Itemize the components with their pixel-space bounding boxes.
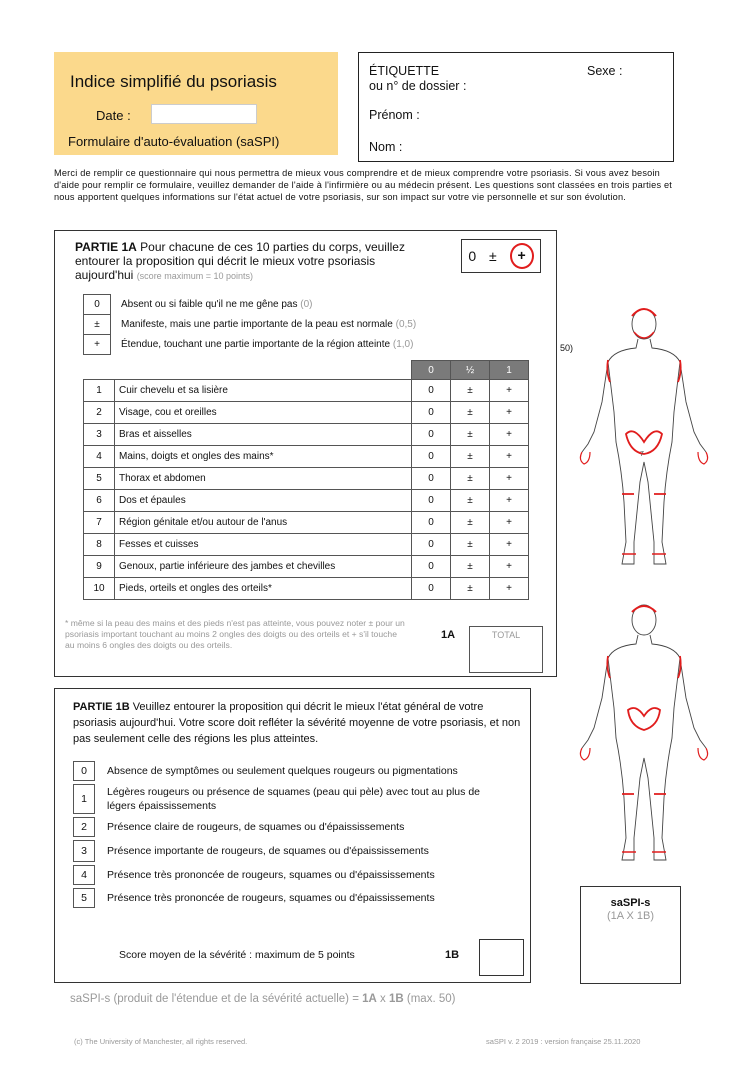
region-choice-half[interactable]: ± <box>451 578 490 600</box>
region-choice-1[interactable]: + <box>490 468 529 490</box>
svg-text:7: 7 <box>640 451 644 458</box>
region-choice-1[interactable]: + <box>490 556 529 578</box>
col-header-half: ½ <box>451 361 490 380</box>
severity-symbol: ± <box>84 315 111 335</box>
region-choice-half[interactable]: ± <box>451 512 490 534</box>
body-region-row <box>84 380 529 402</box>
body-region-table <box>83 360 529 600</box>
example-zero: 0 <box>468 248 477 264</box>
score-1b-field[interactable] <box>479 939 524 976</box>
example-plusminus: ± <box>489 248 497 264</box>
patient-label-box[interactable] <box>358 52 674 162</box>
formula-x: x <box>380 993 386 1005</box>
region-choice-half[interactable]: ± <box>451 556 490 578</box>
score-tag-1a: 1A <box>441 629 456 641</box>
severity-option-1[interactable] <box>73 784 513 814</box>
region-number: 4 <box>84 446 115 468</box>
severity-value: (1,0) <box>392 339 414 350</box>
region-name: Mains, doigts et ongles des mains* <box>115 446 412 468</box>
severity-option-0[interactable] <box>73 761 513 781</box>
body-region-row <box>84 534 529 556</box>
part-1a-heading: PARTIE 1A <box>75 240 137 254</box>
severity-row-0 <box>84 295 418 315</box>
col-header-0: 0 <box>412 361 451 380</box>
part-1b <box>54 688 531 983</box>
body-region-row <box>84 556 529 578</box>
form-title: Indice simplifié du psoriasis <box>70 72 277 91</box>
region-name: Dos et épaules <box>115 490 412 512</box>
formula-text: saSPI-s (produit de l'étendue et de la sévérité actuelle) <box>70 993 349 1005</box>
mean-score-label: Score moyen de la sévérité : maximum de 5 points <box>119 949 355 961</box>
option-number[interactable]: 5 <box>73 888 95 908</box>
body-region-row <box>84 468 529 490</box>
part-1a-instructions <box>75 240 405 283</box>
option-number[interactable]: 2 <box>73 817 95 837</box>
total-label: TOTAL <box>491 630 521 640</box>
region-name: Cuir chevelu et sa lisière <box>115 380 412 402</box>
nom-label: Nom : <box>369 140 403 154</box>
option-text: Présence très prononcée de rougeurs, squames ou d'épaississements <box>107 892 435 904</box>
part-1a-score-max: (score maximum = 10 points) <box>136 271 253 281</box>
formula-1a: 1A <box>362 993 377 1005</box>
body-region-row <box>84 490 529 512</box>
region-number: 2 <box>84 402 115 424</box>
option-number[interactable]: 0 <box>73 761 95 781</box>
region-choice-1[interactable]: + <box>490 380 529 402</box>
body-region-row <box>84 424 529 446</box>
region-number: 1 <box>84 380 115 402</box>
etiquette-label: ÉTIQUETTE <box>369 64 440 78</box>
option-number[interactable]: 4 <box>73 865 95 885</box>
footer-copyright: (c) The University of Manchester, all rights reserved. <box>74 1037 248 1046</box>
body-region-row <box>84 512 529 534</box>
part-1a-footnote: * même si la peau des mains et des pieds n'est pas atteinte, vous pouvez noter ± pour un psoriasis important touchant au moins 2 ongles des doigts ou des orteils et + s'il touche au moins 6 ongles des doigts ou des orteils. <box>65 618 405 650</box>
total-box[interactable] <box>469 626 543 673</box>
body-figure-back <box>574 598 714 870</box>
region-number: 9 <box>84 556 115 578</box>
option-text: Absence de symptômes ou seulement quelques rougeurs ou pigmentations <box>107 765 458 777</box>
region-choice-0[interactable]: 0 <box>412 468 451 490</box>
severity-option-4[interactable] <box>73 865 513 885</box>
dossier-label: ou n° de dossier : <box>369 79 467 93</box>
formula-1b: 1B <box>388 993 404 1005</box>
prenom-label: Prénom : <box>369 108 420 122</box>
body-figure-front <box>574 302 714 574</box>
severity-row-1 <box>84 315 418 335</box>
region-choice-half[interactable]: ± <box>451 424 490 446</box>
option-number[interactable]: 3 <box>73 840 95 862</box>
severity-option-2[interactable] <box>73 817 513 837</box>
region-choice-0[interactable]: 0 <box>412 512 451 534</box>
region-name: Visage, cou et oreilles <box>115 402 412 424</box>
region-choice-1[interactable]: + <box>490 402 529 424</box>
side-note: 50) <box>560 343 574 353</box>
region-choice-0[interactable]: 0 <box>412 534 451 556</box>
region-name: Thorax et abdomen <box>115 468 412 490</box>
part-1a-instruction: Pour chacune de ces 10 parties du corps, veuillez entourer la proposition qui décrit le mieux votre psoriasis aujourd'hui <box>75 240 405 282</box>
region-choice-0[interactable]: 0 <box>412 380 451 402</box>
region-choice-half[interactable]: ± <box>451 446 490 468</box>
sexe-label: Sexe : <box>587 64 623 78</box>
region-choice-half[interactable]: ± <box>451 380 490 402</box>
region-choice-1[interactable]: + <box>490 424 529 446</box>
region-name: Pieds, orteils et ongles des orteils* <box>115 578 412 600</box>
region-number: 5 <box>84 468 115 490</box>
region-number: 8 <box>84 534 115 556</box>
region-name: Région génitale et/ou autour de l'anus <box>115 512 412 534</box>
region-name: Fesses et cuisses <box>115 534 412 556</box>
region-choice-half[interactable]: ± <box>451 534 490 556</box>
date-label: Date : <box>96 108 131 123</box>
saspi-s-title: saSPI-s <box>610 897 651 909</box>
option-text: Présence claire de rougeurs, de squames ou d'épaississements <box>107 821 405 833</box>
region-number: 7 <box>84 512 115 534</box>
saspi-s-box[interactable] <box>580 886 681 984</box>
region-choice-1[interactable]: + <box>490 512 529 534</box>
part-1b-instruction: Veuillez entourer la proposition qui décrit le mieux l'état général de votre psoriasis aujourd'hui. Votre score doit refléter la sévérité moyenne de votre psoriasis, et non pas seulement celle des régions les plus atteintes. <box>73 701 521 745</box>
severity-text: Absent ou si faible qu'il ne me gêne pas <box>121 299 298 310</box>
severity-option-3[interactable] <box>73 840 513 862</box>
region-choice-1[interactable]: + <box>490 446 529 468</box>
severity-option-5[interactable] <box>73 888 513 908</box>
region-choice-0[interactable]: 0 <box>412 402 451 424</box>
example-box <box>461 239 541 273</box>
formula-eq: = <box>352 993 359 1005</box>
formula-max: (max. 50) <box>406 993 456 1005</box>
body-region-row <box>84 446 529 468</box>
region-number: 3 <box>84 424 115 446</box>
region-choice-1[interactable]: + <box>490 534 529 556</box>
form-subtitle: Formulaire d'auto-évaluation (saSPI) <box>68 134 280 149</box>
region-choice-0[interactable]: 0 <box>412 490 451 512</box>
severity-text: Étendue, touchant une partie importante de la région atteinte <box>121 339 391 350</box>
region-number: 10 <box>84 578 115 600</box>
severity-row-2 <box>84 335 418 355</box>
option-text: Présence importante de rougeurs, de squames ou d'épaississements <box>107 845 429 857</box>
body-region-row <box>84 578 529 600</box>
severity-text: Manifeste, mais une partie importante de la peau est normale <box>121 319 393 330</box>
option-text: Présence très prononcée de rougeurs, squames ou d'épaississements <box>107 869 435 881</box>
severity-symbol: + <box>84 335 111 355</box>
score-tag-1b: 1B <box>445 949 460 961</box>
severity-legend <box>83 294 418 355</box>
saspi-s-formula: (1A X 1B) <box>606 910 655 922</box>
col-header-1: 1 <box>490 361 529 380</box>
region-choice-0[interactable]: 0 <box>412 578 451 600</box>
region-choice-1[interactable]: + <box>490 578 529 600</box>
severity-value: (0) <box>300 299 313 310</box>
body-region-row <box>84 402 529 424</box>
option-number[interactable]: 1 <box>73 784 95 814</box>
footer-version: saSPI v. 2 2019 : version française 25.11.2020 <box>486 1037 641 1046</box>
date-field[interactable] <box>151 104 257 124</box>
region-choice-half[interactable]: ± <box>451 402 490 424</box>
part-1b-heading: PARTIE 1B <box>73 701 130 713</box>
title-box <box>54 52 338 155</box>
part-1b-instructions <box>73 699 523 747</box>
saspi-formula-line <box>70 993 455 1005</box>
intro-text: Merci de remplir ce questionnaire qui nous permettra de mieux vous comprendre et de mieux comprendre votre psoriasis. Si vous avez besoin d'aide pour remplir ce formulaire, veuillez demander de l'aide à l'infirmière ou au médecin présent. Les questions sont classées en trois parties et nous apportent quelques informations sur l'état actuel de votre psoriasis, sur son impact sur votre vie personnelle et sur son évolution. <box>54 168 673 202</box>
region-name: Bras et aisselles <box>115 424 412 446</box>
region-choice-0[interactable]: 0 <box>412 424 451 446</box>
severity-value: (0,5) <box>395 319 417 330</box>
example-circled-plus: + <box>510 243 534 269</box>
region-number: 6 <box>84 490 115 512</box>
region-choice-0[interactable]: 0 <box>412 556 451 578</box>
part-1a <box>54 230 557 677</box>
region-choice-half[interactable]: ± <box>451 468 490 490</box>
region-choice-half[interactable]: ± <box>451 490 490 512</box>
region-choice-0[interactable]: 0 <box>412 446 451 468</box>
severity-symbol: 0 <box>84 295 111 315</box>
region-choice-1[interactable]: + <box>490 490 529 512</box>
option-text: Légères rougeurs ou présence de squames (peau qui pèle) avec tout au plus de légers épaississements <box>107 786 480 812</box>
region-name: Genoux, partie inférieure des jambes et chevilles <box>115 556 412 578</box>
